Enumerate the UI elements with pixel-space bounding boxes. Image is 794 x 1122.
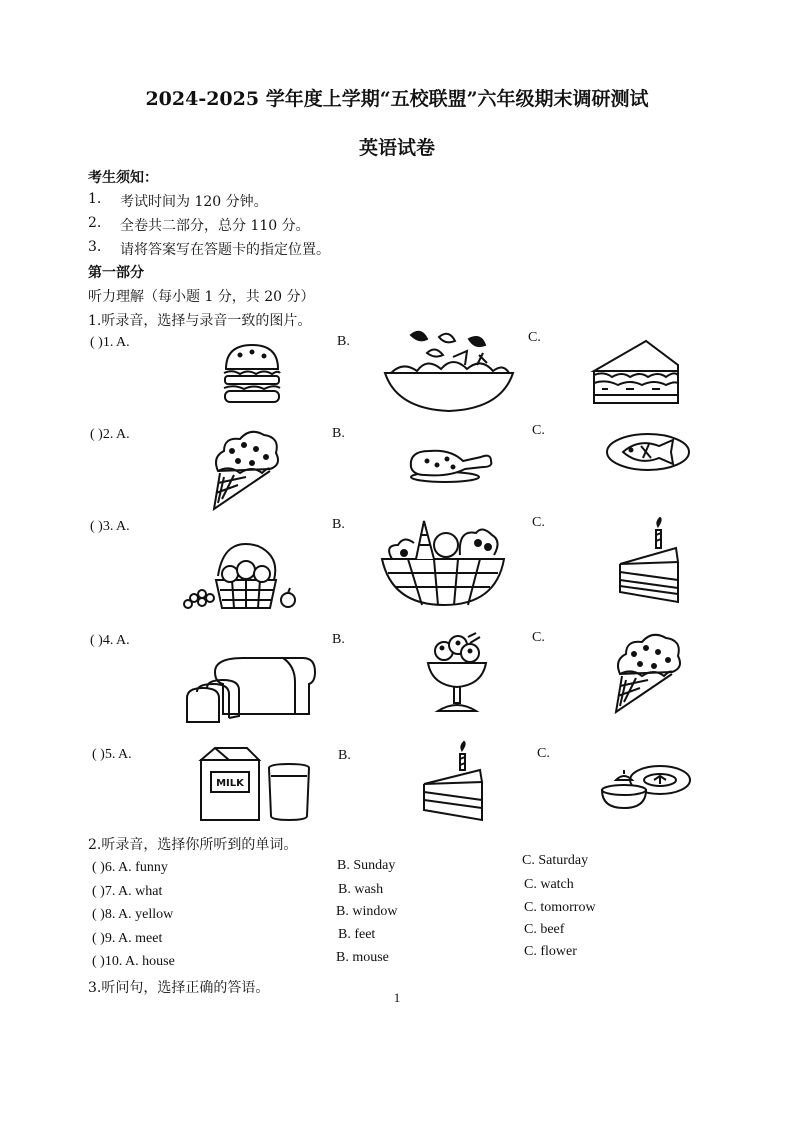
milk-carton-icon: [195, 746, 313, 822]
sandwich-icon: [590, 337, 680, 409]
part-heading: 第一部分: [88, 265, 144, 281]
q2-item-9-option-c: C. beef: [524, 922, 565, 937]
notice-heading: 考生须知：: [88, 170, 158, 186]
q2-item-7-option-b: B. wash: [338, 882, 384, 897]
section-heading: 听力理解（每小题 1 分，共 20 分）: [88, 289, 315, 305]
q2-item-8-option-a: ( )8. A. yellow: [92, 907, 174, 922]
q3-instruction: 3.听问句，选择正确的答语。: [88, 980, 270, 996]
q2-item-10-option-a: ( )10. A. house: [92, 954, 175, 969]
q1-item-5-option-c: C.: [537, 746, 550, 761]
q1-item-5-option-b: B.: [338, 748, 351, 763]
tea-bowl-icon: [598, 760, 692, 812]
notice-item-2-num: 2.: [88, 215, 102, 231]
vegetable-basket-icon: [378, 515, 508, 607]
milk-label: MILK: [216, 778, 244, 789]
q2-item-9-option-a: ( )9. A. meet: [92, 931, 163, 946]
page-title: 2024-2025 学年度上学期“五校联盟”六年级期末调研测试: [145, 88, 649, 110]
page-subtitle: 英语试卷: [358, 137, 435, 159]
bread-icon: [183, 652, 317, 724]
notice-item-3-num: 3.: [88, 239, 102, 255]
q2-item-9-option-b: B. feet: [338, 927, 376, 942]
q1-item-4-number: ( )4. A.: [90, 633, 130, 648]
hamburger-icon: [220, 343, 284, 405]
q2-item-8-option-c: C. tomorrow: [524, 900, 596, 915]
q1-item-3-option-c: C.: [532, 515, 545, 530]
q2-item-6-option-b: B. Sunday: [337, 858, 396, 873]
chicken-leg-icon: [405, 443, 495, 483]
q2-item-10-option-b: B. mouse: [336, 950, 389, 965]
q1-item-1-number: ( )1. A.: [90, 335, 130, 350]
q2-item-7-option-c: C. watch: [524, 877, 574, 892]
q2-item-6-option-a: ( )6. A. funny: [92, 860, 168, 875]
birthday-cake-icon: [420, 742, 486, 822]
q1-item-1-option-c: C.: [528, 330, 541, 345]
notice-item-3-text: 请将答案写在答题卡的指定位置。: [120, 242, 330, 258]
notice-item-1-num: 1.: [88, 191, 102, 207]
q2-item-7-option-a: ( )7. A. what: [92, 884, 163, 899]
q2-item-6-option-c: C. Saturday: [522, 853, 589, 868]
fish-plate-icon: [605, 432, 691, 472]
notice-item-1-text: 考试时间为 120 分钟。: [120, 194, 268, 210]
birthday-cake-icon: [616, 518, 682, 604]
q1-item-1-option-b: B.: [337, 334, 350, 349]
salad-icon: [383, 327, 515, 413]
ice-cream-cone-icon: [612, 630, 684, 714]
sundae-icon: [424, 633, 490, 715]
q1-item-3-number: ( )3. A.: [90, 519, 130, 534]
q1-item-2-option-c: C.: [532, 423, 545, 438]
q1-item-4-option-c: C.: [532, 630, 545, 645]
q1-item-4-option-b: B.: [332, 632, 345, 647]
q2-instruction: 2.听录音，选择你所听到的单词。: [88, 837, 298, 853]
fruit-basket-icon: [180, 536, 300, 612]
q2-item-8-option-b: B. window: [336, 904, 398, 919]
q1-item-3-option-b: B.: [332, 517, 345, 532]
q1-instruction: 1.听录音，选择与录音一致的图片。: [88, 313, 312, 329]
q1-item-2-number: ( )2. A.: [90, 427, 130, 442]
ice-cream-cone-icon: [210, 427, 282, 511]
notice-item-2-text: 全卷共二部分，总分 110 分。: [120, 218, 310, 234]
page-number: 1: [393, 990, 401, 1005]
q1-item-2-option-b: B.: [332, 426, 345, 441]
q1-item-5-number: ( )5. A.: [92, 747, 132, 762]
q2-item-10-option-c: C. flower: [524, 944, 577, 959]
